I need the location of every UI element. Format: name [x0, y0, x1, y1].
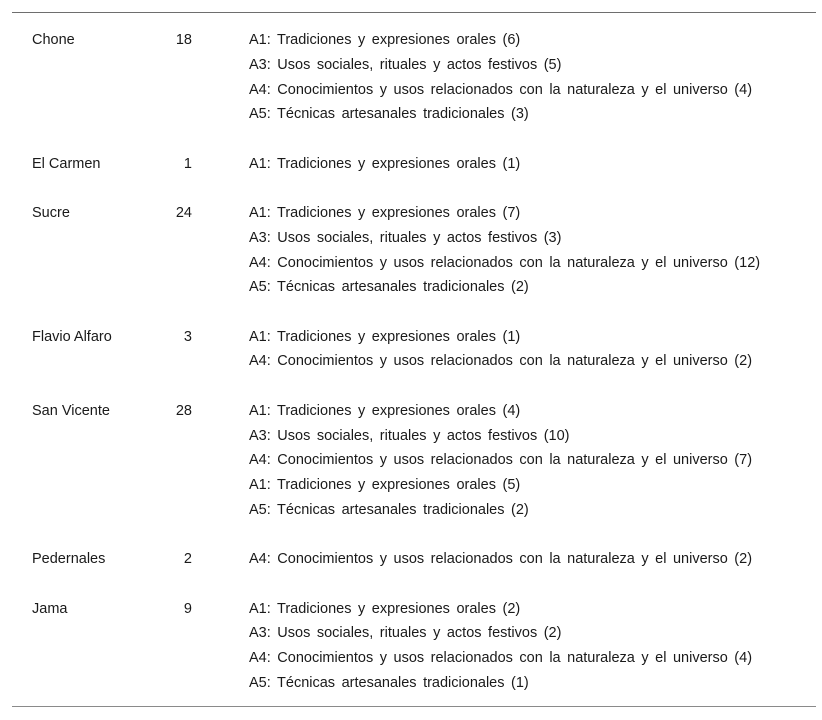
table-row — [0, 597, 822, 696]
canton-count: 9 — [183, 600, 192, 617]
table-bottom-rule — [12, 706, 816, 707]
canton-name: Chone — [32, 32, 75, 48]
category-item: A3: Usos sociales, rituales y actos festivos (10) — [249, 427, 570, 444]
category-list — [249, 597, 822, 696]
category-item: A5: Técnicas artesanales tradicionales (3) — [249, 106, 529, 123]
canton-count: 3 — [183, 328, 192, 345]
category-list — [249, 325, 822, 375]
category-item: A3: Usos sociales, rituales y actos festivos (3) — [249, 229, 562, 246]
canton-name: Flavio Alfaro — [32, 328, 112, 345]
category-item: A4: Conocimientos y usos relacionados con la naturaleza y el universo (4) — [249, 81, 753, 98]
category-item: A1: Tradiciones y expresiones orales (5) — [249, 477, 521, 494]
heritage-table — [0, 28, 822, 720]
table-row — [0, 325, 822, 375]
canton-name: Jama — [32, 600, 68, 617]
canton-count: 2 — [183, 551, 192, 568]
canton-count: 24 — [175, 204, 192, 221]
category-item: A1: Tradiciones y expresiones orales (6) — [249, 32, 521, 48]
category-item: A1: Tradiciones y expresiones orales (2) — [249, 600, 521, 617]
category-item: A1: Tradiciones y expresiones orales (4) — [249, 402, 521, 419]
canton-name: San Vicente — [32, 402, 110, 419]
category-item: A4: Conocimientos y usos relacionados con la naturaleza y el universo (2) — [249, 551, 753, 568]
table-row — [0, 399, 822, 523]
canton-count: 1 — [183, 155, 192, 172]
table-row — [0, 152, 822, 177]
category-item: A4: Conocimientos y usos relacionados con la naturaleza y el universo (7) — [249, 452, 753, 469]
category-item: A3: Usos sociales, rituales y actos festivos (2) — [249, 625, 562, 642]
category-item: A4: Conocimientos y usos relacionados con la naturaleza y el universo (2) — [249, 353, 753, 370]
category-item: A4: Conocimientos y usos relacionados con la naturaleza y el universo (4) — [249, 650, 753, 667]
table-top-rule — [12, 12, 816, 13]
category-list — [249, 152, 822, 177]
category-list — [249, 201, 822, 300]
canton-count: 18 — [175, 32, 192, 48]
canton-name: El Carmen — [32, 155, 101, 172]
canton-name: Pedernales — [32, 551, 106, 568]
category-item: A3: Usos sociales, rituales y actos festivos (5) — [249, 56, 562, 73]
category-list — [249, 547, 822, 572]
canton-count: 28 — [175, 402, 192, 419]
category-item: A5: Técnicas artesanales tradicionales (2) — [249, 501, 529, 518]
category-item: A1: Tradiciones y expresiones orales (1) — [249, 328, 521, 345]
category-item: A1: Tradiciones y expresiones orales (1) — [249, 155, 521, 172]
category-list — [249, 28, 822, 127]
category-list — [249, 399, 822, 523]
category-item: A1: Tradiciones y expresiones orales (7) — [249, 204, 521, 221]
table-row — [0, 201, 822, 300]
table-row — [0, 547, 822, 572]
category-item: A5: Técnicas artesanales tradicionales (1) — [249, 674, 529, 691]
category-item: A4: Conocimientos y usos relacionados con la naturaleza y el universo (12) — [249, 254, 761, 271]
canton-name: Sucre — [32, 204, 70, 221]
table-row — [0, 28, 822, 127]
category-item: A5: Técnicas artesanales tradicionales (2) — [249, 279, 529, 296]
